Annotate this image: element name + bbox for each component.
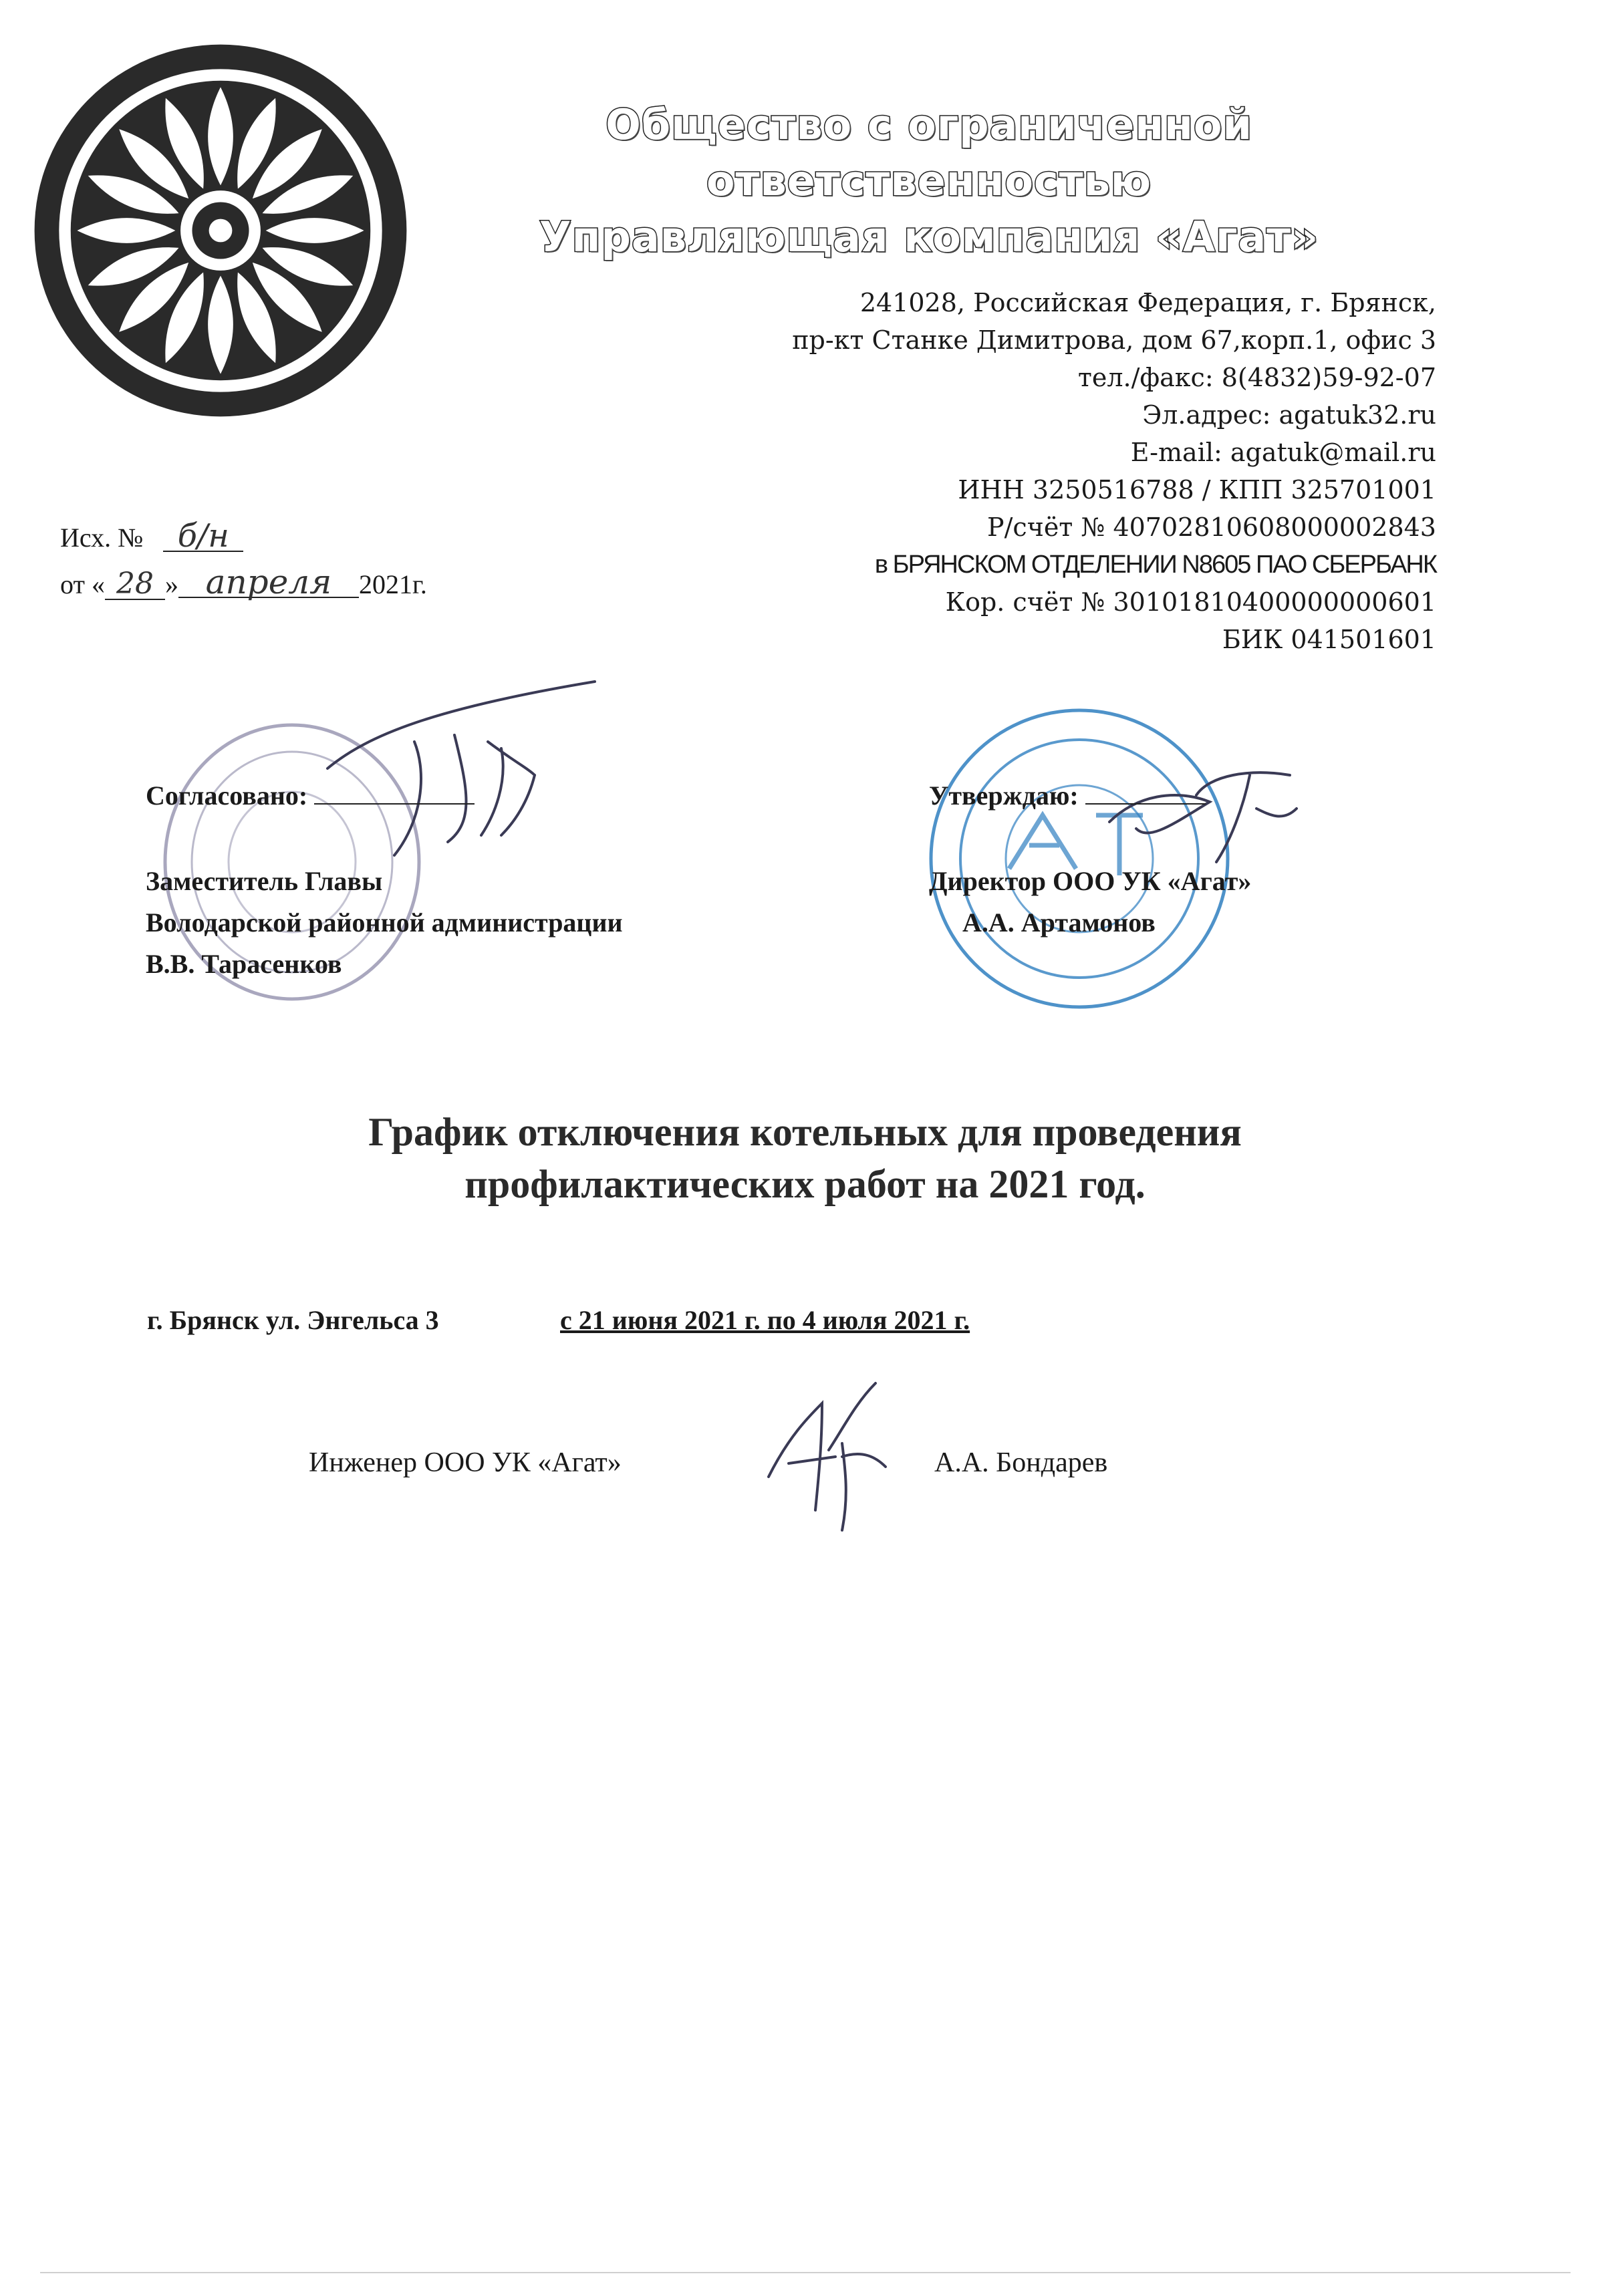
correspondent-account: Кор. счёт № 30101810400000000601: [945, 587, 1436, 617]
spacer: [146, 817, 623, 861]
engineer-position: Инженер ООО УК «Агат»: [309, 1447, 622, 1478]
agreed-signature-line: [314, 803, 475, 805]
approve-row: [929, 775, 1251, 817]
address-line2: пр-кт Станке Димитрова, дом 67,корп.1, офис 3: [792, 325, 1436, 355]
inn-kpp: ИНН 3250516788 / КПП 325701001: [958, 475, 1436, 505]
bik: БИК 041501601: [1222, 625, 1436, 654]
shutdown-period: с 21 июня 2021 г. по 4 июля 2021 г.: [560, 1305, 970, 1335]
signature-engineer: [762, 1377, 896, 1537]
company-name: [401, 97, 1457, 265]
approval-left: [146, 775, 623, 985]
outgoing-number-value: б/н: [163, 521, 243, 552]
document-title-line2: профилактических работ на 2021 год.: [464, 1162, 1146, 1206]
email: E-mail: agatuk@mail.ru: [1130, 438, 1436, 467]
outgoing-reference: [60, 515, 427, 608]
date-month: апреля: [178, 567, 359, 598]
boiler-address: г. Брянск ул. Энгельса 3: [147, 1305, 439, 1335]
deputy-name: В.В. Тарасенков: [146, 949, 342, 979]
date-day: 28: [105, 569, 165, 600]
address-line1: 241028, Российская Федерация, г. Брянск,: [859, 288, 1436, 317]
approve-signature-line: [1085, 803, 1206, 805]
outgoing-date-row: [60, 561, 427, 608]
outgoing-number-label: Исх. №: [60, 523, 144, 553]
director-position: Директор ООО УК «Агат»: [929, 866, 1252, 896]
date-prefix: от «: [60, 569, 105, 599]
document-title-line1: График отключения котельных для проведения: [368, 1110, 1242, 1154]
settlement-account: Р/счёт № 40702810608000002843: [987, 513, 1436, 542]
spacer: [929, 817, 1251, 861]
director-name: А.А. Артамонов: [962, 907, 1156, 938]
company-name-line1: Общество с ограниченной ответственностью: [606, 100, 1252, 205]
approval-right: [929, 775, 1251, 944]
deputy-organization: Володарской районной администрации: [146, 907, 623, 938]
document-title: [0, 1106, 1610, 1210]
agreed-row: [146, 775, 623, 817]
date-mid: »: [164, 569, 178, 599]
bank-name: в БРЯНСКОМ ОТДЕЛЕНИИ N8605 ПАО СБЕРБАНК: [874, 551, 1436, 579]
outgoing-number-row: [60, 515, 427, 561]
approve-label: Утверждаю:: [929, 780, 1079, 811]
company-requisites: [792, 284, 1436, 658]
company-logo: [27, 27, 414, 434]
date-year: 2021г.: [358, 569, 427, 599]
engineer-name: А.А. Бондарев: [934, 1447, 1108, 1478]
deputy-position: Заместитель Главы: [146, 866, 383, 896]
page-edge-line: [40, 2272, 1571, 2273]
agreed-label: Согласовано:: [146, 780, 308, 811]
company-name-line2: Управляющая компания «Агат»: [539, 212, 1319, 261]
website: Эл.адрес: agatuk32.ru: [1142, 400, 1436, 430]
phone-fax: тел./факс: 8(4832)59-92-07: [1077, 363, 1436, 392]
